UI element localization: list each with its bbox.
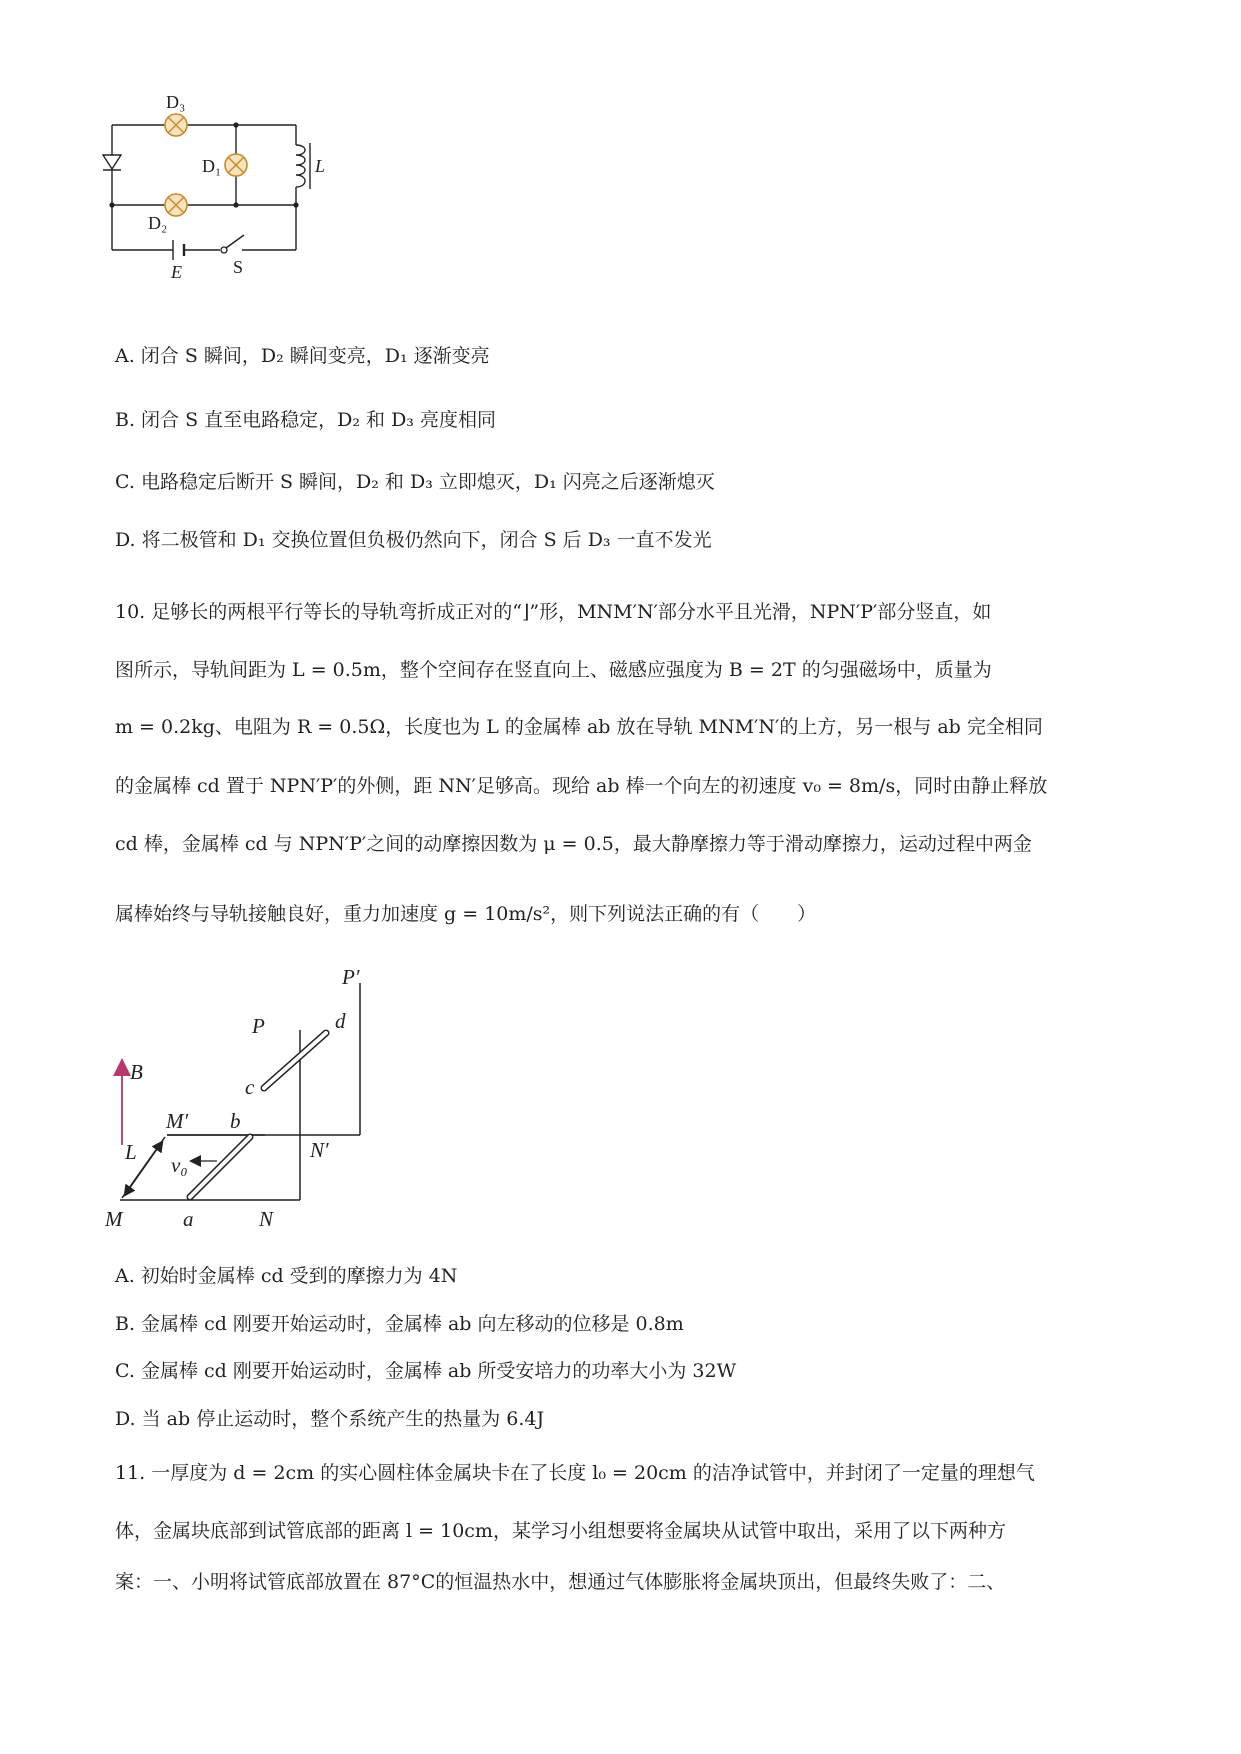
label-d: d — [335, 1009, 346, 1033]
q11-line-3: 案：一、小明将试管底部放置在 87°C的恒温热水中，想通过气体膨胀将金属块顶出，但最终失败了：二、 — [115, 1571, 1006, 1593]
q9-option-a: A. 闭合 S 瞬间，D₂ 瞬间变亮，D₁ 逐渐变亮 — [115, 345, 490, 367]
bulb-d2-icon — [165, 194, 187, 216]
q11-line-1: 11. 一厚度为 d = 2cm 的实心圆柱体金属块卡在了长度 l₀ = 20cm 的洁净试管中，并封闭了一定量的理想气 — [115, 1462, 1035, 1484]
inductor-icon — [296, 143, 310, 189]
battery-icon — [173, 240, 184, 260]
q11-line-2: 体，金属块底部到试管底部的距离 l = 10cm，某学习小组想要将金属块从试管中取出，采用了以下两种方 — [115, 1520, 1006, 1542]
bulb-d1-icon — [225, 154, 247, 176]
label-p: P — [252, 1014, 265, 1038]
label-m: M — [105, 1207, 123, 1231]
label-n: N — [259, 1207, 274, 1231]
q10-line-6: 属棒始终与导轨接触良好，重力加速度 g = 10m/s²，则下列说法正确的有（ ） — [115, 903, 817, 925]
label-d2: D₂ — [148, 213, 168, 233]
label-l: L — [125, 1140, 137, 1164]
q10-line-2: 图所示，导轨间距为 L = 0.5m，整个空间存在竖直向上、磁感应强度为 B = 2T 的匀强磁场中，质量为 — [115, 659, 992, 681]
rod-ab — [190, 1137, 250, 1197]
q10-option-d: D. 当 ab 停止运动时，整个系统产生的热量为 6.4J — [115, 1408, 545, 1430]
label-b: b — [230, 1109, 241, 1133]
circuit-diagram — [100, 85, 360, 285]
q10-option-c: C. 金属棒 cd 刚要开始运动时，金属棒 ab 所受安培力的功率大小为 32W — [115, 1360, 737, 1382]
label-s: S — [233, 257, 244, 277]
q10-option-b: B. 金属棒 cd 刚要开始运动时，金属棒 ab 向左移动的位移是 0.8m — [115, 1313, 684, 1335]
q9-option-b: B. 闭合 S 直至电路稳定，D₂ 和 D₃ 亮度相同 — [115, 409, 496, 431]
q10-line-4: 的金属棒 cd 置于 NPN′P′的外侧，距 NN′足够高。现给 ab 棒一个向左的初速度 v₀ = 8m/s，同时由静止释放 — [115, 775, 1048, 797]
q10-line-3: m = 0.2kg、电阻为 R = 0.5Ω，长度也为 L 的金属棒 ab 放在导轨 MNM′N′的上方，另一根与 ab 完全相同 — [115, 716, 1043, 738]
rod-cd — [264, 1033, 326, 1088]
label-m-prime: M′ — [166, 1109, 189, 1133]
label-e: E — [171, 262, 182, 282]
q10-line-5: cd 棒，金属棒 cd 与 NPN′P′之间的动摩擦因数为 μ = 0.5，最大静摩擦力等于滑动摩擦力，运动过程中两金 — [115, 833, 1032, 855]
label-d1: D₁ — [202, 156, 222, 176]
label-a: a — [183, 1207, 194, 1231]
label-b-field: B — [130, 1060, 143, 1084]
label-l: L — [315, 156, 326, 176]
q10-option-a: A. 初始时金属棒 cd 受到的摩擦力为 4N — [115, 1265, 458, 1287]
diode-symbol — [103, 155, 121, 170]
q9-option-c: C. 电路稳定后断开 S 瞬间，D₂ 和 D₃ 立即熄灭，D₁ 闪亮之后逐渐熄灭 — [115, 471, 715, 493]
label-v0: v₀ — [171, 1153, 188, 1177]
q9-option-d: D. 将二极管和 D₁ 交换位置但负极仍然向下，闭合 S 后 D₃ 一直不发光 — [115, 529, 712, 551]
label-c: c — [245, 1075, 255, 1099]
label-d3: D₃ — [166, 92, 186, 112]
switch-icon — [221, 235, 244, 253]
q10-line-1: 10. 足够长的两根平行等长的导轨弯折成正对的“⌋”形，MNM′N′部分水平且光滑，NPN′P′部分竖直，如 — [115, 601, 992, 623]
bulb-d3-icon — [165, 114, 187, 136]
label-n-prime: N′ — [310, 1138, 329, 1162]
label-p-prime: P′ — [342, 965, 360, 989]
rail-diagram — [105, 955, 405, 1245]
